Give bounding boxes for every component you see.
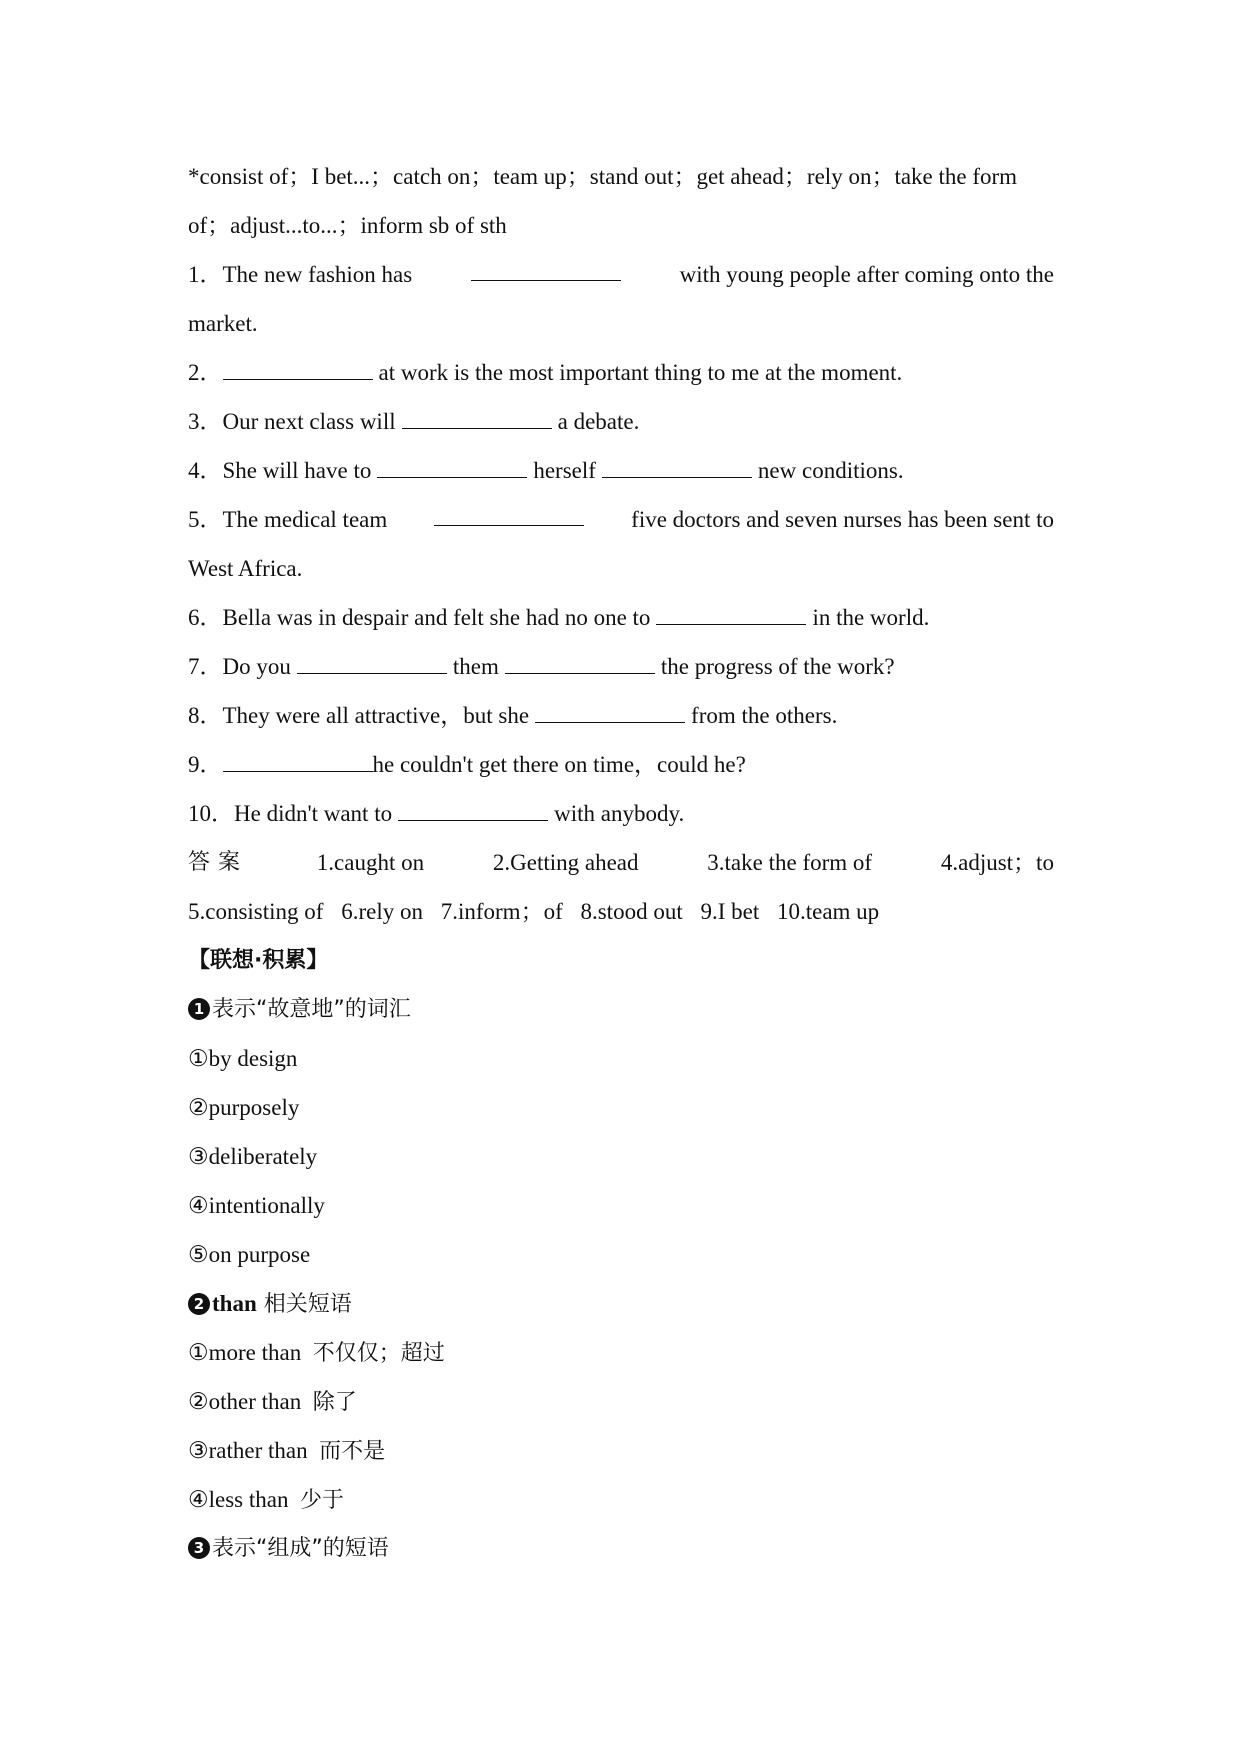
phrase-list-text-2: of；adjust...to...；inform sb of sth — [188, 213, 507, 238]
answer-blank — [471, 250, 621, 281]
q4-text-a: 4．She will have to — [188, 458, 372, 483]
answer-1: 1.caught on — [316, 850, 425, 875]
q1-text-c: market. — [188, 311, 258, 336]
answer-10: 10.team up — [776, 899, 880, 924]
list-item-en: ①more than — [188, 1340, 302, 1365]
phrase-list-text: *consist of；I bet...；catch on；team up；stand out；get ahead；rely on；take the form — [188, 164, 1018, 189]
q9-text-a: 9． — [188, 752, 223, 777]
phrase-list-line-1 — [188, 152, 1054, 201]
list-item-en: ③rather than — [188, 1438, 308, 1463]
number-badge-icon: 2 — [188, 1293, 210, 1315]
list-item-en: ②other than — [188, 1389, 302, 1414]
q7-text-a: 7．Do you — [188, 654, 291, 679]
list-item: ⑤on purpose — [188, 1242, 311, 1267]
list-item-en: ④less than — [188, 1487, 289, 1512]
q9-text-b: he couldn't get there on time，could he? — [372, 752, 746, 777]
q5-text-a: 5．The medical team — [188, 507, 388, 532]
answers-line-2 — [188, 887, 1054, 936]
question-7 — [188, 642, 1054, 691]
answer-6: 6.rely on — [341, 899, 423, 924]
number-badge-icon: 3 — [188, 1537, 210, 1559]
question-1 — [188, 250, 1054, 299]
question-9 — [188, 740, 1054, 789]
q6-text-b: in the world. — [812, 605, 930, 630]
group-2-title-cn: 相关短语 — [256, 1292, 352, 1317]
q2-text-a: 2． — [188, 360, 223, 385]
q4-text-b: herself — [533, 458, 596, 483]
q3-text-b: a debate. — [557, 409, 640, 434]
list-item — [188, 1426, 1054, 1475]
question-5-cont — [188, 544, 1054, 593]
q1-text-b: with young people after coming onto the — [679, 262, 1054, 287]
question-8 — [188, 691, 1054, 740]
question-10 — [188, 789, 1054, 838]
list-item: ②purposely — [188, 1095, 300, 1120]
question-1-cont — [188, 299, 1054, 348]
list-item-cn: 除了 — [312, 1390, 357, 1415]
q7-text-c: the progress of the work? — [660, 654, 895, 679]
answer-blank — [434, 495, 584, 526]
list-item: ①by design — [188, 1046, 298, 1071]
q5-text-c: West Africa. — [188, 556, 303, 581]
answer-5: 5.consisting of — [188, 899, 324, 924]
answer-blank — [377, 447, 527, 478]
answer-7: 7.inform；of — [440, 899, 563, 924]
list-item — [188, 1377, 1054, 1426]
answers-label: 答案 — [188, 850, 249, 875]
list-item — [188, 1328, 1054, 1377]
answers-line-1 — [188, 838, 1054, 887]
answer-blank — [223, 741, 373, 772]
question-5 — [188, 495, 1054, 544]
document-page — [188, 152, 1054, 1573]
question-2 — [188, 348, 1054, 397]
q8-text-a: 8．They were all attractive，but she — [188, 703, 530, 728]
q3-text-a: 3．Our next class will — [188, 409, 396, 434]
group-3-heading — [188, 1524, 1054, 1573]
answer-9: 9.I bet — [700, 899, 760, 924]
q8-text-b: from the others. — [691, 703, 838, 728]
question-3 — [188, 397, 1054, 446]
answer-3: 3.take the form of — [707, 850, 873, 875]
list-item-cn: 不仅仅；超过 — [312, 1341, 445, 1366]
q4-text-c: new conditions. — [757, 458, 904, 483]
list-item: ③deliberately — [188, 1144, 318, 1169]
q7-text-b: them — [452, 654, 499, 679]
answer-4: 4.adjust；to — [940, 850, 1054, 875]
q10-text-b: with anybody. — [554, 801, 685, 826]
answer-blank — [297, 643, 447, 674]
q6-text-a: 6．Bella was in despair and felt she had no one to — [188, 605, 651, 630]
answer-blank — [402, 398, 552, 429]
answer-blank — [505, 643, 655, 674]
answer-blank — [535, 692, 685, 723]
phrase-list-line-2 — [188, 201, 1054, 250]
group-2-title-en: than — [212, 1291, 257, 1316]
question-6 — [188, 593, 1054, 642]
group-1-title: 表示“故意地”的词汇 — [212, 997, 411, 1022]
answer-blank — [223, 349, 373, 380]
q1-text-a: 1．The new fashion has — [188, 262, 413, 287]
group-3-title: 表示“组成”的短语 — [212, 1536, 389, 1561]
list-item — [188, 1475, 1054, 1524]
answer-8: 8.stood out — [580, 899, 683, 924]
list-item-cn: 而不是 — [319, 1439, 386, 1464]
answer-blank — [656, 594, 806, 625]
q2-text-b: at work is the most important thing to me at the moment. — [378, 360, 903, 385]
list-item-cn: 少于 — [299, 1488, 344, 1513]
answer-2: 2.Getting ahead — [492, 850, 639, 875]
question-4 — [188, 446, 1054, 495]
answer-blank — [398, 790, 548, 821]
list-item: ④intentionally — [188, 1193, 325, 1218]
q10-text-a: 10．He didn't want to — [188, 801, 393, 826]
number-badge-icon: 1 — [188, 998, 210, 1020]
group-1-heading — [188, 985, 1054, 1034]
section-title: 【联想·积累】 — [188, 948, 329, 973]
answer-blank — [602, 447, 752, 478]
group-2-heading — [188, 1279, 1054, 1328]
q5-text-b: five doctors and seven nurses has been sent to — [631, 507, 1054, 532]
